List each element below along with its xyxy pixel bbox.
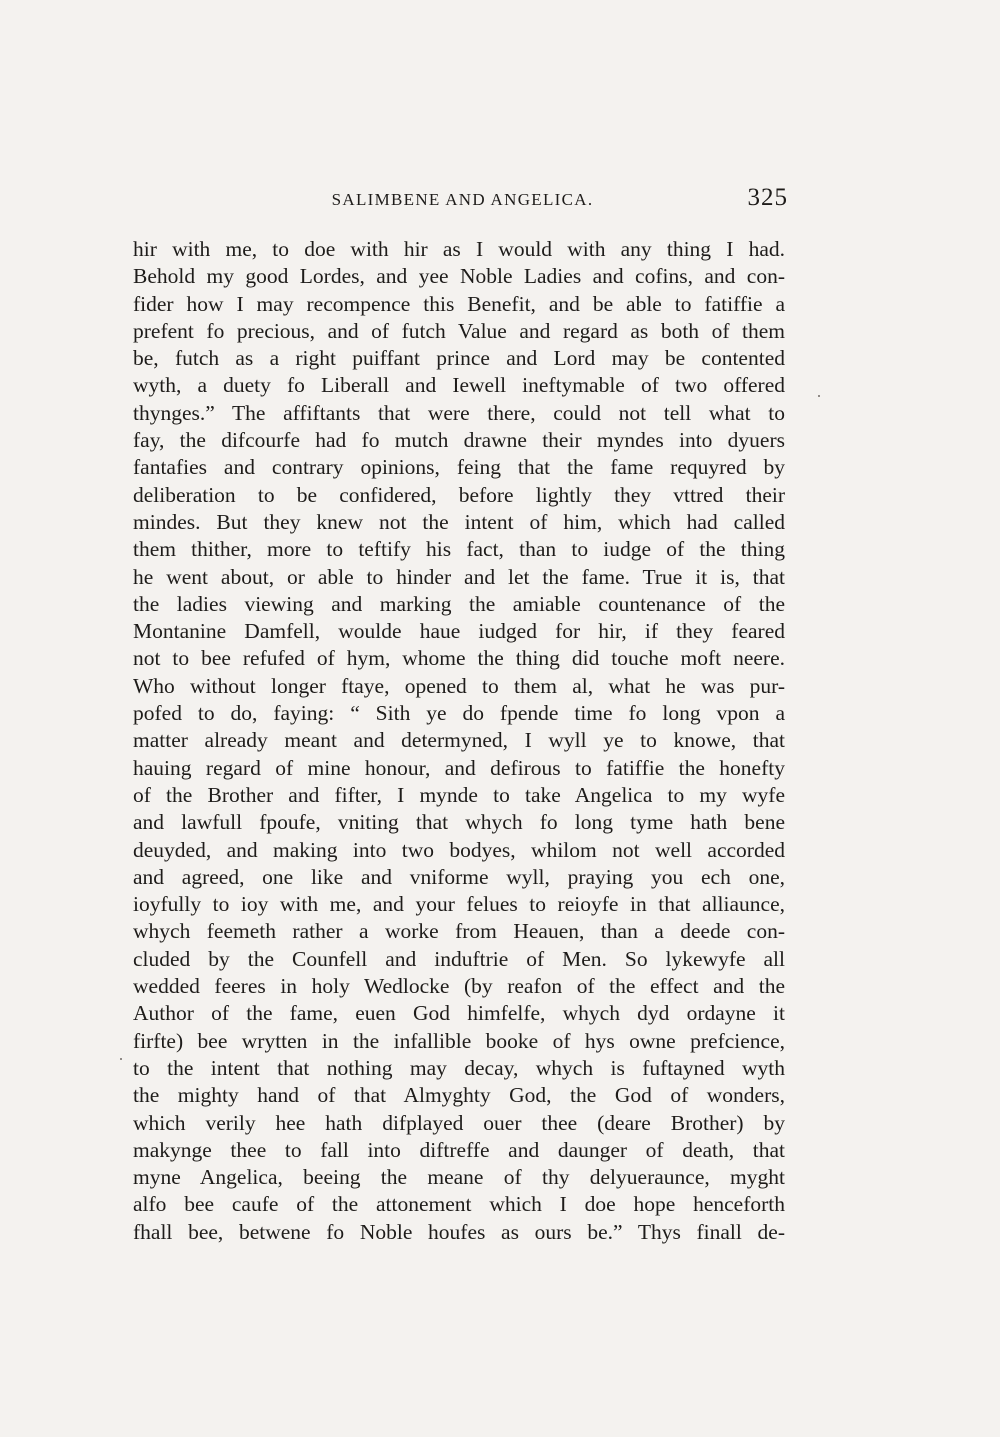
text-line: them thither, more to teftify his fact, than to iudge of the thing [133, 537, 785, 562]
text-line: fay, the difcourfe had fo mutch drawne their myndes into dyuers [133, 428, 785, 453]
text-line: Montanine Damfell, woulde haue iudged for hir, if they feared [133, 619, 785, 644]
text-line: fider how I may recompence this Benefit, and be able to fatiffie a [133, 291, 785, 316]
text-line: the mighty hand of that Almyghty God, the God of wonders, [133, 1083, 785, 1108]
page-number: 325 [747, 184, 788, 211]
text-line: mindes. But they knew not the intent of him, which had called [133, 509, 785, 534]
text-line: hauing regard of mine honour, and defirous to fatiffie the honefty [133, 755, 785, 780]
text-line: Who without longer ftaye, opened to them al, what he was pur- [133, 673, 785, 698]
body-text [133, 236, 785, 1246]
text-line: cluded by the Counfell and induftrie of Men. So lykewyfe all [133, 946, 785, 971]
text-line: deliberation to be confidered, before lightly they vttred their [133, 482, 785, 507]
text-line: not to bee refufed of hym, whome the thing did touche moft neere. [133, 646, 785, 671]
text-line: Author of the fame, euen God himfelfe, whych dyd ordayne it [133, 1001, 785, 1026]
text-line: of the Brother and fifter, I mynde to take Angelica to my wyfe [133, 782, 785, 807]
text-line: and lawfull fpoufe, vniting that whych fo long tyme hath bene [133, 810, 785, 835]
text-line: thynges.” The affiftants that were there, could not tell what to [133, 400, 785, 425]
text-line: fhall bee, betwene fo Noble houfes as ours be.” Thys finall de- [133, 1219, 785, 1244]
text-line: firfte) bee wrytten in the infallible booke of hys owne prefcience, [133, 1028, 785, 1053]
text-line: prefent fo precious, and of futch Value and regard as both of them [133, 318, 785, 343]
text-line: and agreed, one like and vniforme wyll, praying you ech one, [133, 864, 785, 889]
text-line: be, futch as a right puiffant prince and Lord may be contented [133, 346, 785, 371]
text-line: he went about, or able to hinder and let the fame. True it is, that [133, 564, 785, 589]
text-line: Behold my good Lordes, and yee Noble Ladies and cofins, and con- [133, 264, 785, 289]
text-line: to the intent that nothing may decay, whych is fuftayned wyth [133, 1055, 785, 1080]
text-line: which verily hee hath difplayed ouer thee (deare Brother) by [133, 1110, 785, 1135]
text-line: myne Angelica, beeing the meane of thy delyueraunce, myght [133, 1165, 785, 1190]
text-line: wedded feeres in holy Wedlocke (by reafon of the effect and the [133, 974, 785, 999]
text-line: pofed to do, faying: “ Sith ye do fpende time fo long vpon a [133, 701, 785, 726]
text-line: whych feemeth rather a worke from Heauen, than a deede con- [133, 919, 785, 944]
paper-speck [818, 395, 820, 397]
running-head [133, 184, 788, 216]
running-title: SALIMBENE AND ANGELICA. [331, 190, 594, 209]
text-line: fantafies and contrary opinions, feing that the fame requyred by [133, 455, 785, 480]
text-line: hir with me, to doe with hir as I would with any thing I had. [133, 237, 785, 261]
text-line: deuyded, and making into two bodyes, whilom not well accorded [133, 837, 785, 862]
text-line: alfo bee caufe of the attonement which I doe hope henceforth [133, 1192, 785, 1217]
paper-speck [120, 1058, 122, 1060]
text-line: the ladies viewing and marking the amiable countenance of the [133, 591, 785, 616]
text-line: makynge thee to fall into diftreffe and daunger of death, that [133, 1137, 785, 1162]
text-line: ioyfully to ioy with me, and your felues to reioyfe in that alliaunce, [133, 892, 785, 917]
text-line: matter already meant and determyned, I wyll ye to knowe, that [133, 728, 785, 753]
text-line: wyth, a duety fo Liberall and Iewell ineftymable of two offered [133, 373, 785, 398]
